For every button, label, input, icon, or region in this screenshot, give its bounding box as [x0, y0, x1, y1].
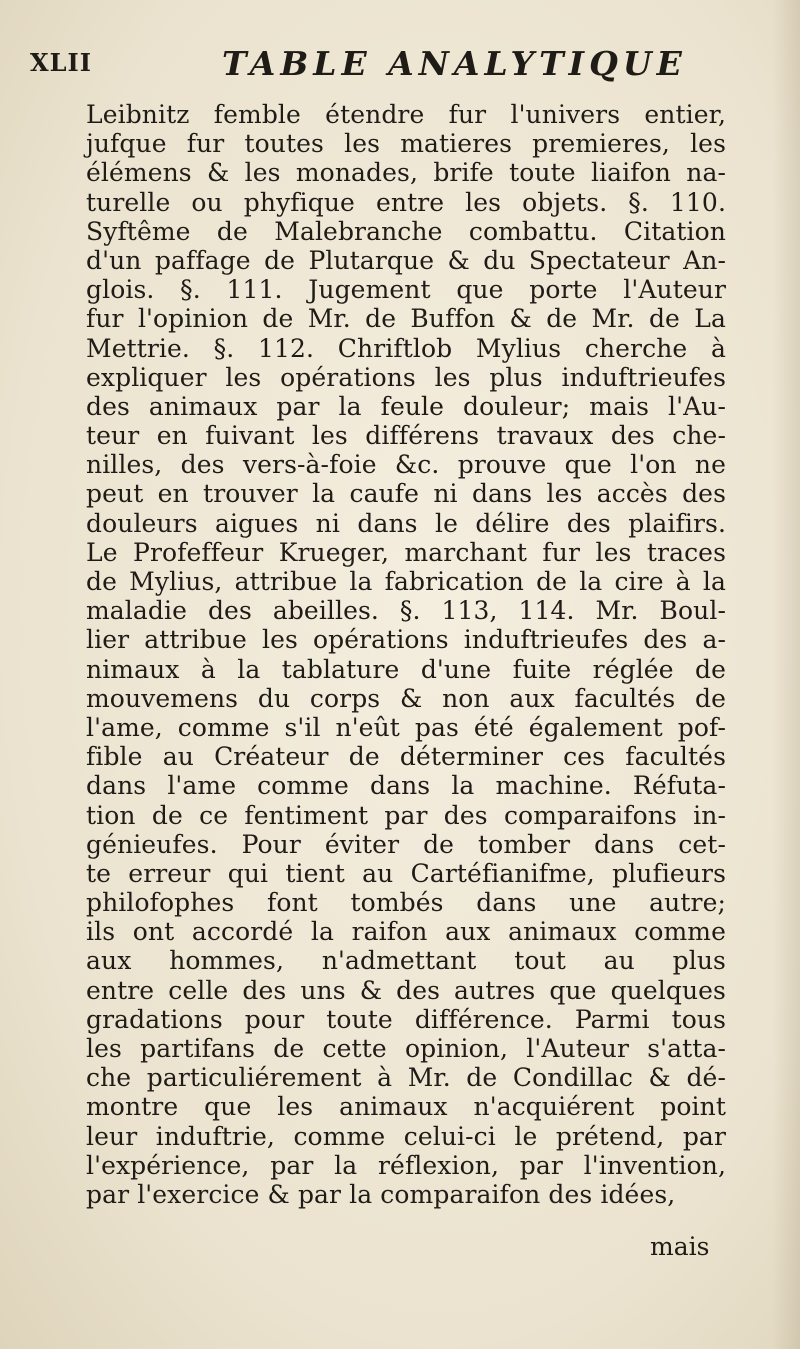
- text-line: che particuliérement à Mr. de Condillac & dé-: [86, 1063, 726, 1093]
- text-line: jufque fur toutes les matieres premieres, les: [86, 129, 726, 159]
- text-line: maladie des abeilles. §. 113, 114. Mr. Boul-: [86, 596, 726, 626]
- text-line: aux hommes, n'admettant tout au plus: [86, 946, 726, 976]
- text-line: teur en fuivant les différens travaux des che-: [86, 421, 726, 451]
- text-line: nilles, des vers-à-foie &c. prouve que l'on ne: [86, 450, 726, 480]
- text-line: l'ame, comme s'il n'eût pas été également pof-: [86, 712, 726, 742]
- text-line: montre que les animaux n'acquiérent point: [86, 1092, 726, 1122]
- running-title: TABLE ANALYTIQUE: [222, 44, 687, 83]
- page-edge-shadow: [772, 0, 800, 1349]
- text-line: l'expérience, par la réflexion, par l'invention,: [86, 1150, 726, 1180]
- text-line: mouvemens du corps & non aux facultés de: [86, 683, 726, 713]
- body-text: [86, 100, 726, 1209]
- text-line: par l'exercice & par la comparaifon des idées,: [86, 1179, 676, 1209]
- text-line: les partifans de cette opinion, l'Auteur s'atta-: [86, 1034, 726, 1063]
- text-line: génieufes. Pour éviter de tomber dans cet-: [86, 829, 726, 859]
- text-line: gradations pour toute différence. Parmi tous: [86, 1004, 726, 1034]
- text-line: fur l'opinion de Mr. de Buffon & de Mr. de La: [86, 304, 726, 334]
- text-line: peut en trouver la caufe ni dans les accès des: [86, 479, 726, 509]
- text-line: de Mylius, attribue la fabrication de la cire à la: [86, 567, 726, 596]
- text-line: te erreur qui tient au Cartéfianifme, plufieurs: [86, 858, 726, 888]
- text-line: lier attribue les opérations induftrieufes des a-: [86, 625, 726, 655]
- text-line: Le Profeffeur Krueger, marchant fur les traces: [86, 537, 726, 567]
- text-line: fible au Créateur de déterminer ces facultés: [86, 742, 726, 772]
- text-line: Mettrie. §. 112. Chriftlob Mylius cherche à: [86, 333, 726, 363]
- text-line: tion de ce fentiment par des comparaifons in-: [86, 800, 726, 830]
- text-line: entre celle des uns & des autres que quelques: [86, 975, 726, 1005]
- text-line: des animaux par la feule douleur; mais l'Au-: [86, 391, 726, 421]
- text-line: philofophes font tombés dans une autre;: [86, 888, 726, 918]
- text-line: leur induftrie, comme celui-ci le prétend, par: [86, 1121, 726, 1151]
- text-line: élémens & les monades, brife toute liaifon na-: [86, 158, 726, 188]
- text-line: ils ont accordé la raifon aux animaux comme: [86, 917, 726, 947]
- text-line: Leibnitz femble étendre fur l'univers entier,: [86, 100, 726, 129]
- catchword: mais: [650, 1232, 710, 1261]
- page-header: [30, 42, 687, 86]
- text-line: Syftême de Malebranche combattu. Citation: [86, 216, 726, 246]
- text-line: d'un paffage de Plutarque & du Spectateur An-: [86, 245, 726, 275]
- text-line: glois. §. 111. Jugement que porte l'Auteur: [86, 275, 726, 305]
- text-line: expliquer les opérations les plus induftrieufes: [86, 362, 726, 392]
- text-line: nimaux à la tablature d'une fuite réglée de: [86, 654, 726, 684]
- text-line: douleurs aigues ni dans le délire des plaifirs.: [86, 508, 726, 538]
- text-line: turelle ou phyfique entre les objets. §. 110.: [86, 187, 726, 217]
- page-number: XLII: [30, 48, 92, 77]
- text-line: dans l'ame comme dans la machine. Réfuta-: [86, 771, 726, 801]
